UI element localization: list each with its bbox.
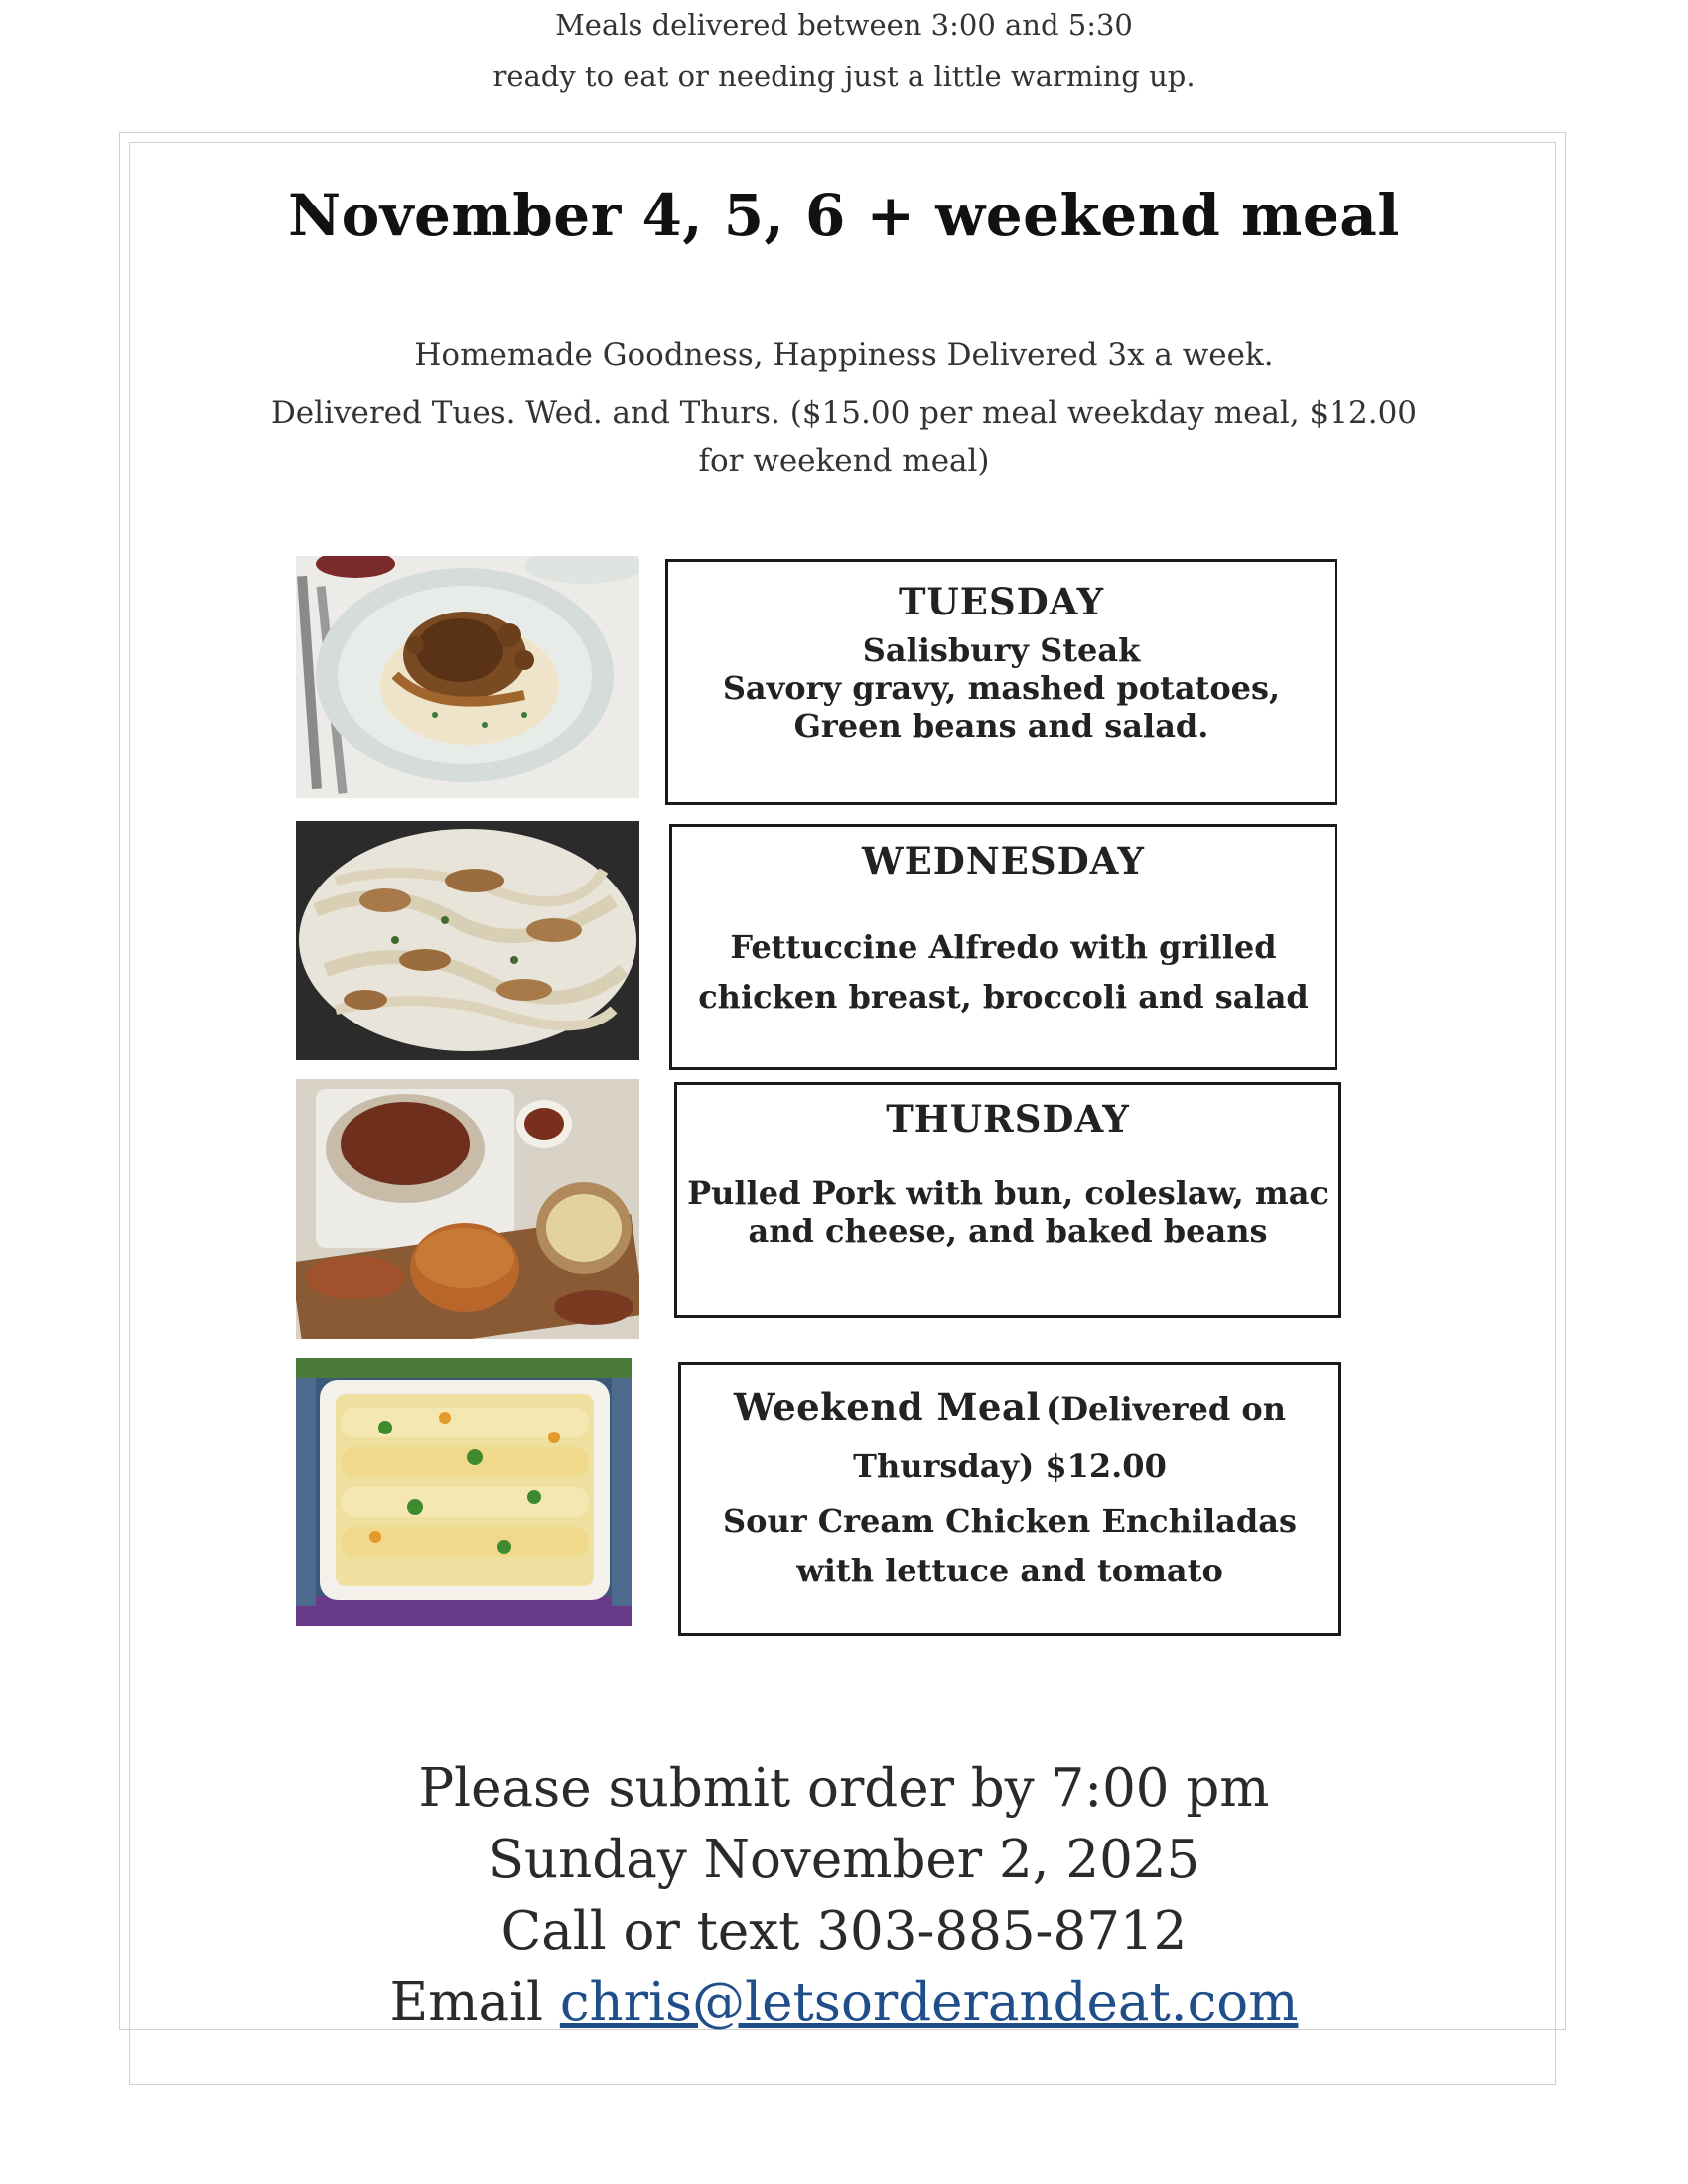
weekend-heading: Weekend Meal — [734, 1385, 1042, 1429]
page-title: November 4, 5, 6 + weekend meal — [288, 182, 1400, 249]
fettuccine-alfredo-photo — [296, 821, 639, 1060]
tuesday-menu-box — [665, 559, 1337, 805]
weekend-dish-line-2: with lettuce and tomato — [796, 1552, 1223, 1589]
contact-phone: Call or text 303-885-8712 — [500, 1901, 1188, 1962]
contact-email-line — [0, 1968, 1688, 2039]
pricing-line-2: for weekend meal) — [698, 443, 990, 478]
tuesday-dish-line-3: Green beans and salad. — [793, 707, 1209, 745]
wednesday-heading: WEDNESDAY — [862, 839, 1145, 883]
thursday-menu-box — [674, 1082, 1341, 1318]
tagline: Homemade Goodness, Happiness Delivered 3x a week. — [414, 338, 1274, 373]
ready-note: ready to eat or needing just a little warming up. — [492, 60, 1196, 93]
weekend-price-note: Thursday) $12.00 — [853, 1447, 1167, 1485]
tuesday-dish-line-2: Savory gravy, mashed potatoes, — [722, 669, 1281, 707]
pricing-line-1: Delivered Tues. Wed. and Thurs. ($15.00 per meal weekday meal, $12.00 — [270, 395, 1418, 431]
thursday-dish-line-2: and cheese, and baked beans — [748, 1212, 1268, 1250]
email-link[interactable]: chris@letsorderandeat.com — [559, 1973, 1299, 2033]
weekend-dish-line-1: Sour Cream Chicken Enchiladas — [722, 1502, 1298, 1540]
tuesday-dish-line-1: Salisbury Steak — [862, 631, 1141, 669]
weekend-menu-box — [678, 1362, 1341, 1636]
wednesday-menu-box — [669, 824, 1337, 1070]
email-label: Email — [389, 1973, 560, 2033]
order-deadline: Please submit order by 7:00 pm — [418, 1758, 1270, 1819]
salisbury-steak-photo — [296, 556, 639, 798]
wednesday-dish-line-1: Fettuccine Alfredo with grilled — [730, 928, 1277, 966]
delivery-time-note: Meals delivered between 3:00 and 5:30 — [555, 8, 1133, 42]
thursday-heading: THURSDAY — [886, 1097, 1130, 1141]
pulled-pork-photo — [296, 1079, 639, 1339]
weekend-delivery-note: (Delivered on — [1046, 1390, 1286, 1428]
wednesday-dish-line-2: chicken breast, broccoli and salad — [698, 978, 1309, 1016]
order-deadline-date: Sunday November 2, 2025 — [488, 1830, 1200, 1890]
tuesday-heading: TUESDAY — [898, 580, 1105, 623]
thursday-dish-line-1: Pulled Pork with bun, coleslaw, mac — [687, 1174, 1329, 1212]
enchiladas-photo — [296, 1358, 632, 1626]
